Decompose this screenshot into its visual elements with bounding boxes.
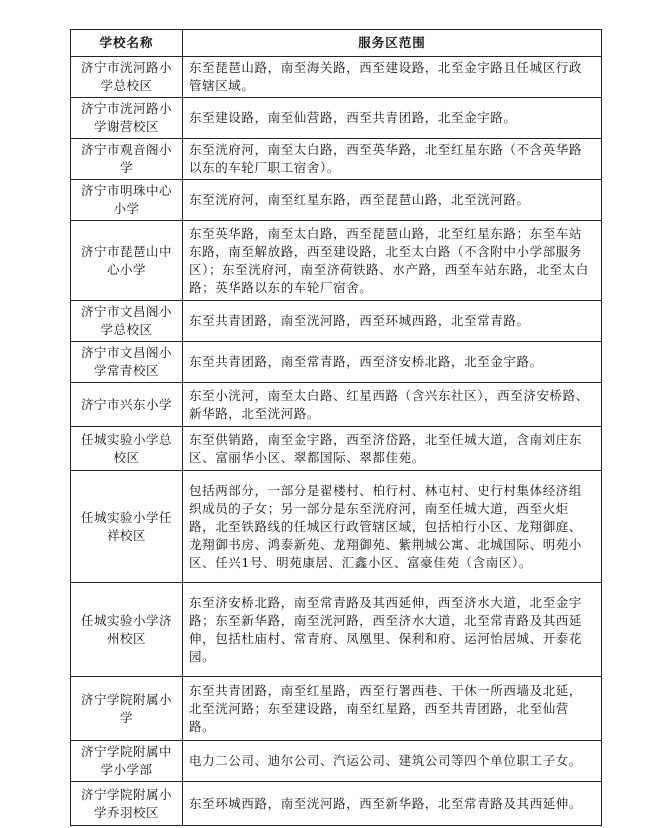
service-area-cell: 电力二公司、迪尔公司、汽运公司、建筑公司等四个单位职工子女。	[183, 741, 602, 782]
service-area-cell: 东至建设路，南至仙营路，西至共青团路，北至金宇路。	[183, 98, 602, 139]
school-name-cell: 任城实验小学任祥校区	[71, 471, 183, 583]
service-area-cell: 东至共青团路，南至洸河路，西至环城西路，北至常青路。	[183, 301, 602, 342]
service-area-cell: 东至环城西路，南至洸河路，西至新华路，北至常青路及其西延伸。	[183, 782, 602, 826]
service-area-cell: 东至洸府河，南至红星东路，西至琵琶山路，北至洸河路。	[183, 180, 602, 221]
school-name-cell: 济宁市洸河路小学谢营校区	[71, 98, 183, 139]
school-name-cell: 任城实验小学济州校区	[71, 583, 183, 677]
school-name-cell: 济宁市兴东小学	[71, 383, 183, 427]
service-area-cell: 东至琵琶山路，南至海关路，西至建设路，北至金宇路且任城区行政管辖区域。	[183, 57, 602, 98]
service-area-cell: 包括两部分，一部分是翟楼村、柏行村、林屯村、史行村集体经济组织成员的子女；另一部分是东至洸府河，南至任城大道，西至火炬路，北至铁路线的任城区行政管辖区域，包括柏行小区、龙翔御庭、龙翔御书房、鸿泰新苑、龙翔御苑、紫荆城公寓、北城国际、明苑小区、任兴1号、明苑康居、汇鑫小区、富豪佳苑（含南区）。	[183, 471, 602, 583]
service-area-cell: 东至洸府河，南至太白路，西至英华路，北至红星东路（不含英华路以东的车轮厂职工宿舍）。	[183, 139, 602, 180]
school-name-cell: 济宁学院附属中学小学部	[71, 741, 183, 782]
table-row	[71, 383, 602, 427]
table-row	[71, 342, 602, 383]
table-row	[71, 427, 602, 471]
service-area-cell: 东至济安桥北路，南至常青路及其西延伸，西至济水大道，北至金宇路；东至新华路，南至洸河路，西至济水大道，北至常青路及其西延伸，包括杜庙村、常青府、凤凰里、保利和府、运河怡居城、开泰花园。	[183, 583, 602, 677]
school-name-cell: 济宁市文昌阁小学常青校区	[71, 342, 183, 383]
table-row	[71, 180, 602, 221]
school-name-cell: 济宁市文昌阁小学总校区	[71, 301, 183, 342]
service-area-cell: 东至英华路，南至太白路，西至琵琶山路，北至红星东路；东至车站东路，南至解放路，西至建设路，北至太白路（不含附中小学部服务区）；东至洸府河，南至济荷铁路、水产路，西至车站东路，北至太白路；英华路以东的车轮厂宿舍。	[183, 221, 602, 301]
table-row	[71, 741, 602, 782]
table-header-row	[71, 30, 602, 57]
table-row	[71, 782, 602, 826]
table-row	[71, 301, 602, 342]
table-row	[71, 139, 602, 180]
service-area-cell: 东至小洸河，南至太白路、红星西路（含兴东社区），西至济安桥路、新华路，北至洸河路。	[183, 383, 602, 427]
table-row	[71, 57, 602, 98]
school-name-cell: 济宁市观音阁小学	[71, 139, 183, 180]
school-name-cell: 济宁学院附属小学乔羽校区	[71, 782, 183, 826]
document-page	[70, 29, 601, 826]
table-row	[71, 98, 602, 139]
service-area-cell: 东至共青团路，南至常青路，西至济安桥北路，北至金宇路。	[183, 342, 602, 383]
school-name-cell: 济宁市琵琶山中心小学	[71, 221, 183, 301]
table-row	[71, 677, 602, 741]
school-name-cell: 任城实验小学总校区	[71, 427, 183, 471]
table-row	[71, 583, 602, 677]
table-row	[71, 221, 602, 301]
school-name-cell: 济宁市明珠中心小学	[71, 180, 183, 221]
table-row	[71, 471, 602, 583]
school-service-area-table	[70, 29, 602, 826]
school-name-cell: 济宁学院附属小学	[71, 677, 183, 741]
header-service-area: 服务区范围	[183, 30, 602, 57]
header-school-name: 学校名称	[71, 30, 183, 57]
service-area-cell: 东至供销路，南至金宇路，西至济岱路，北至任城大道，含南刘庄东区、富丽华小区、翠都国际、翠都佳苑。	[183, 427, 602, 471]
school-name-cell: 济宁市洸河路小学总校区	[71, 57, 183, 98]
service-area-cell: 东至共青团路，南至红星路，西至行署西巷、干休一所西墙及北延，北至洸河路；东至建设路，南至红星路，西至共青团路，北至仙营路。	[183, 677, 602, 741]
